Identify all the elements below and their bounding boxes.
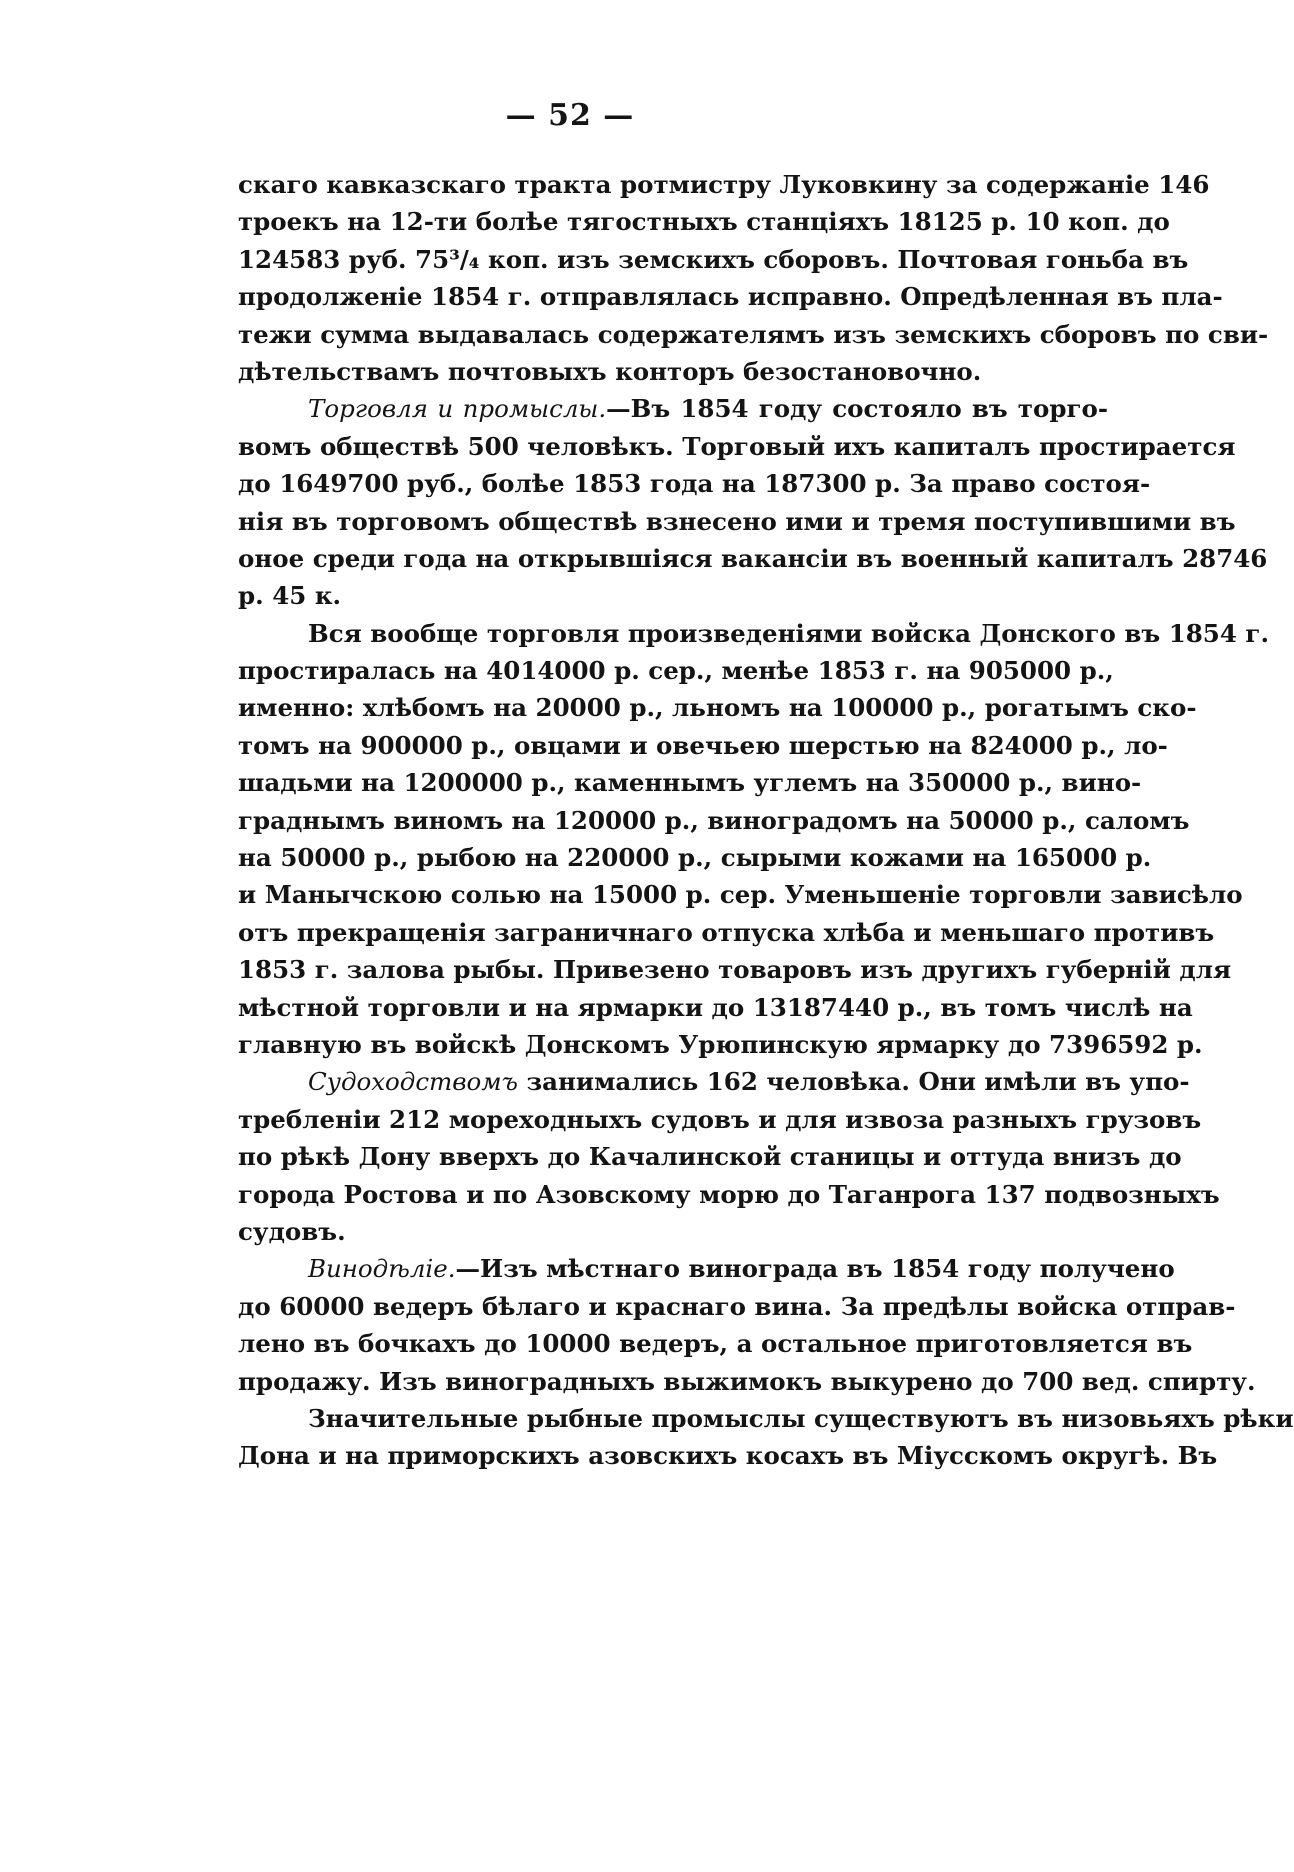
text-line: вомъ обществѣ 500 человѣкъ. Торговый ихъ капиталъ простирается [238, 431, 1236, 461]
text-line: 124583 руб. 75³/₄ коп. изъ земскихъ сборовъ. Почтовая гоньба въ [238, 244, 1189, 274]
text-line-content: —Въ 1854 году состояло въ торго- [606, 394, 1108, 424]
body-text [238, 166, 1294, 1475]
text-line: по рѣкѣ Дону вверхъ до Качалинской станицы и оттуда внизъ до [238, 1142, 1182, 1172]
text-line: 1853 г. залова рыбы. Привезено товаровъ изъ другихъ губерній для [238, 955, 1232, 985]
text-line: дѣтельствамъ почтовыхъ конторъ безостановочно. [238, 356, 982, 386]
text-line: р. 45 к. [238, 581, 342, 611]
section-heading-winemaking: Винодѣліе. [308, 1254, 456, 1284]
text-line: до 1649700 руб., болѣе 1853 года на 187300 р. За право состоя- [238, 469, 1151, 499]
text-line: главную въ войскѣ Донскомъ Урюпинскую ярмарку до 7396592 р. [238, 1029, 1203, 1059]
text-line: на 50000 р., рыбою на 220000 р., сырыми кожами на 165000 р. [238, 843, 1152, 873]
paragraph-trade [238, 390, 1268, 614]
text-line-content: занимались 162 человѣка. Они имѣли въ упо- [517, 1067, 1190, 1097]
text-line: Значительные рыбные промыслы существуютъ въ низовьяхъ рѣки [308, 1403, 1294, 1433]
paragraph-fisheries [238, 1400, 1294, 1475]
text-line: троекъ на 12-ти болѣе тягостныхъ станціяхъ 18125 р. 10 коп. до [238, 207, 1170, 237]
text-line: продолженіе 1854 г. отправлялась исправно. Опредѣленная въ пла- [238, 282, 1223, 312]
text-line: судовъ. [238, 1216, 346, 1246]
text-line: Вся вообще торговля произведеніями войска Донского въ 1854 г. [308, 618, 1269, 648]
text-line: томъ на 900000 р., овцами и овечьею шерстью на 824000 р., ло- [238, 730, 1168, 760]
text-line: Дона и на приморскихъ азовскихъ косахъ въ Міусскомъ округѣ. Въ [238, 1441, 1218, 1471]
page-number: — 52 — [505, 98, 635, 133]
text-line: нія въ торговомъ обществѣ взнесено ими и тремя поступившими въ [238, 506, 1236, 536]
text-line: лено въ бочкахъ до 10000 ведеръ, а остальное приготовляется въ [238, 1329, 1193, 1359]
text-line [238, 1063, 1190, 1100]
paragraph-shipping [238, 1063, 1220, 1250]
text-line: до 60000 ведеръ бѣлаго и краснаго вина. За предѣлы войска отправ- [238, 1291, 1236, 1321]
text-line: требленіи 212 мореходныхъ судовъ и для извоза разныхъ грузовъ [238, 1104, 1202, 1134]
text-line: скаго кавказскаго тракта ротмистру Луковкину за содержаніе 146 [238, 170, 1210, 199]
paragraph-winemaking [238, 1250, 1256, 1400]
text-line: шадьми на 1200000 р., каменнымъ углемъ на 350000 р., вино- [238, 768, 1142, 798]
text-line-content: —Изъ мѣстнаго винограда въ 1854 году получено [455, 1254, 1175, 1284]
text-line: именно: хлѣбомъ на 20000 р., льномъ на 100000 р., рогатымъ ско- [238, 693, 1197, 723]
paragraph-postal [238, 166, 1269, 390]
text-line: простиралась на 4014000 р. сер., менѣе 1853 г. на 905000 р., [238, 656, 1114, 686]
text-line: отъ прекращенія заграничнаго отпуска хлѣба и меньшаго противъ [238, 917, 1215, 947]
section-heading-trade: Торговля и промыслы. [308, 394, 607, 424]
section-heading-shipping: Судоходствомъ [308, 1067, 518, 1097]
text-line [238, 390, 1108, 427]
text-line: оное среди года на открывшіяся вакансіи въ военный капиталъ 28746 [238, 543, 1268, 573]
text-line: и Манычскою солью на 15000 р. сер. Уменьшеніе торговли зависѣло [238, 880, 1243, 910]
text-line: тежи сумма выдавалась содержателямъ изъ земскихъ сборовъ по сви- [238, 319, 1269, 349]
text-line: города Ростова и по Азовскому морю до Таганрога 137 подвозныхъ [238, 1179, 1220, 1209]
paragraph-commerce [238, 615, 1269, 1064]
text-line: продажу. Изъ виноградныхъ выжимокъ выкурено до 700 вед. спирту. [238, 1366, 1256, 1396]
text-line: мѣстной торговли и на ярмарки до 13187440 р., въ томъ числѣ на [238, 992, 1193, 1022]
text-line: граднымъ виномъ на 120000 р., виноградомъ на 50000 р., саломъ [238, 805, 1190, 835]
text-line [238, 1250, 1175, 1287]
